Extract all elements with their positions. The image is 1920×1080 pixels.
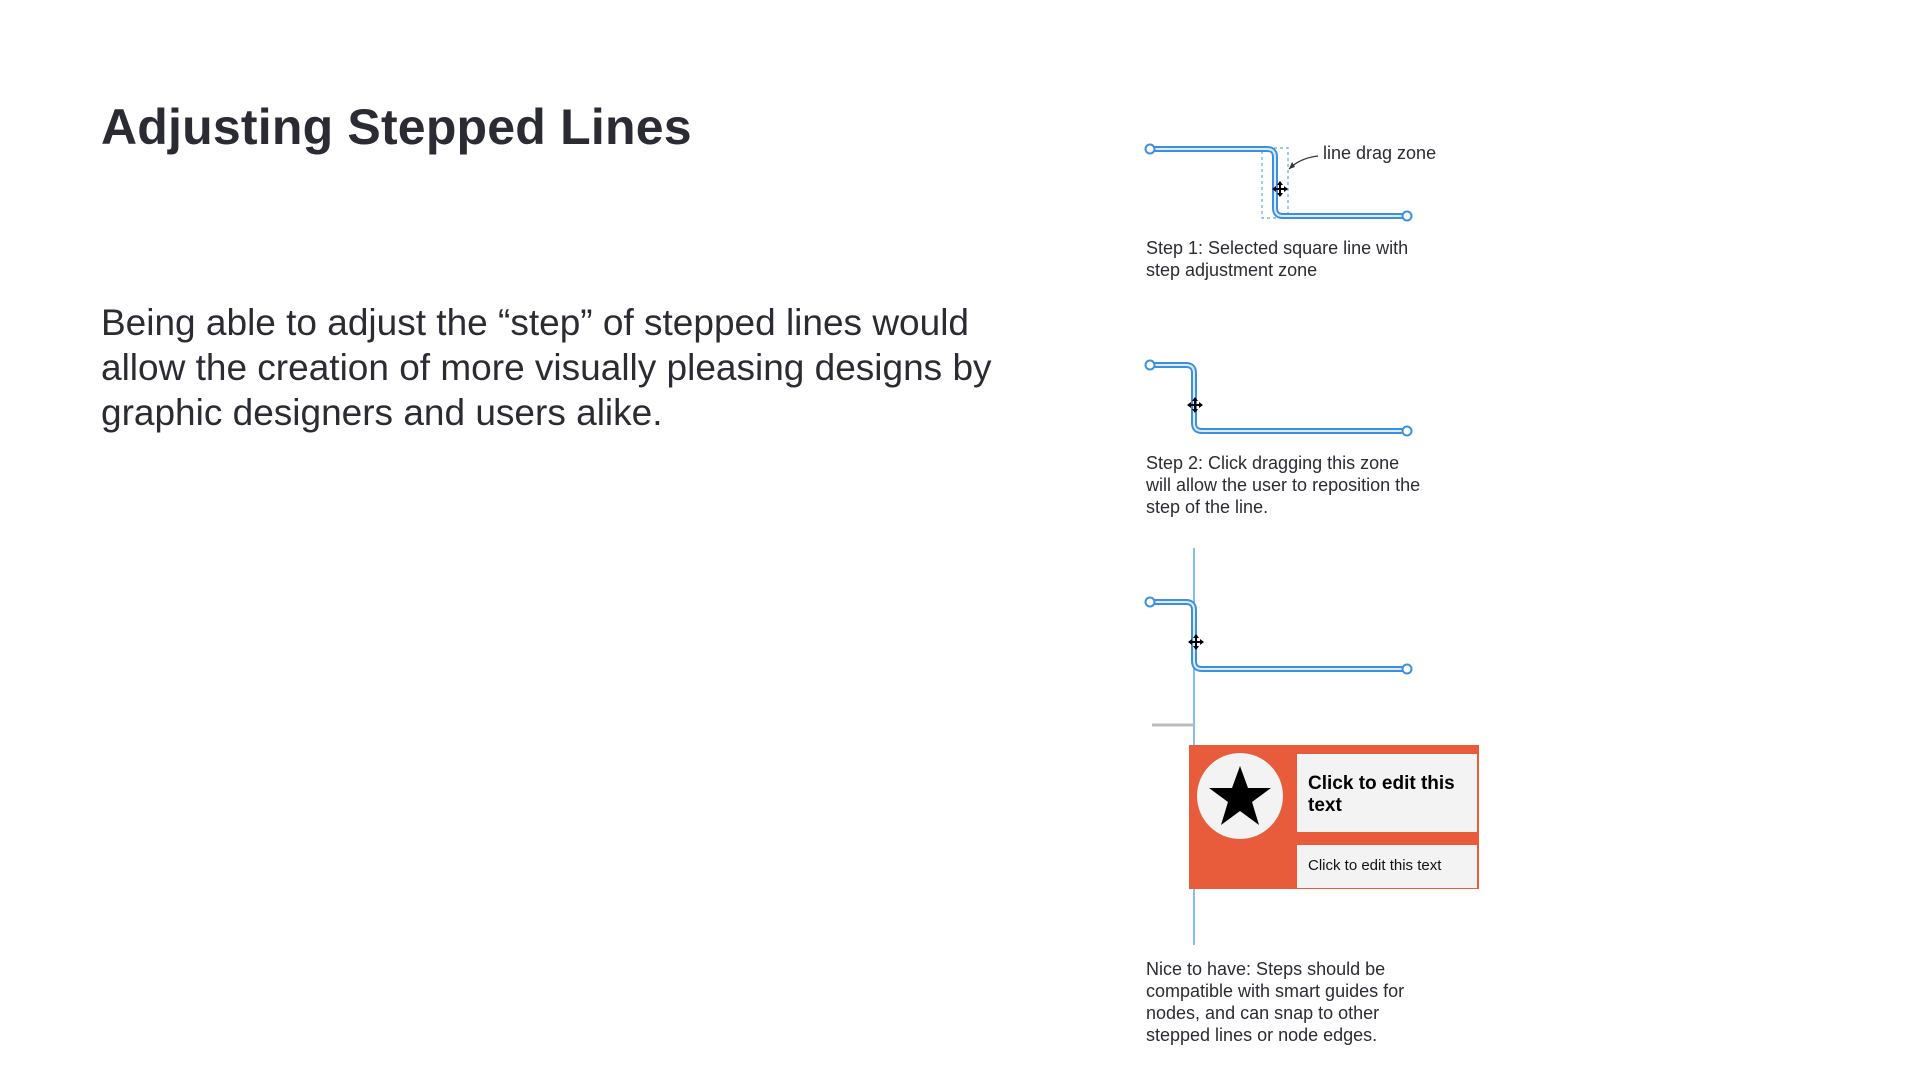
start-handle xyxy=(1146,145,1155,154)
page-title: Adjusting Stepped Lines xyxy=(101,99,692,155)
end-handle xyxy=(1403,665,1412,674)
step3-caption: Nice to have: Steps should be compatible with smart guides for nodes, and can snap to other stepped lines or node edges. xyxy=(1146,959,1405,1045)
step2-line[interactable] xyxy=(1146,361,1412,436)
drag-zone-label: line drag zone xyxy=(1323,143,1437,163)
step2-caption: Step 2: Click dragging this zone will allow the user to reposition the step of the line. xyxy=(1146,453,1421,517)
move-cursor-icon xyxy=(1188,634,1204,650)
node-card[interactable] xyxy=(1189,745,1479,889)
step1-caption: Step 1: Selected square line with step adjustment zone xyxy=(1146,238,1409,280)
start-handle xyxy=(1146,361,1155,370)
move-cursor-icon xyxy=(1187,397,1203,413)
card-avatar[interactable] xyxy=(1197,753,1283,839)
start-handle xyxy=(1146,598,1155,607)
card-heading[interactable]: Click to edit this text xyxy=(1297,754,1477,832)
star-icon xyxy=(1207,763,1273,829)
end-handle xyxy=(1403,427,1412,436)
card-subtext[interactable]: Click to edit this text xyxy=(1297,845,1477,888)
end-handle xyxy=(1403,212,1412,221)
body-paragraph: Being able to adjust the “step” of stepped lines would allow the creation of more visually pleasing designs by graphic designers and users alike. xyxy=(101,302,992,433)
